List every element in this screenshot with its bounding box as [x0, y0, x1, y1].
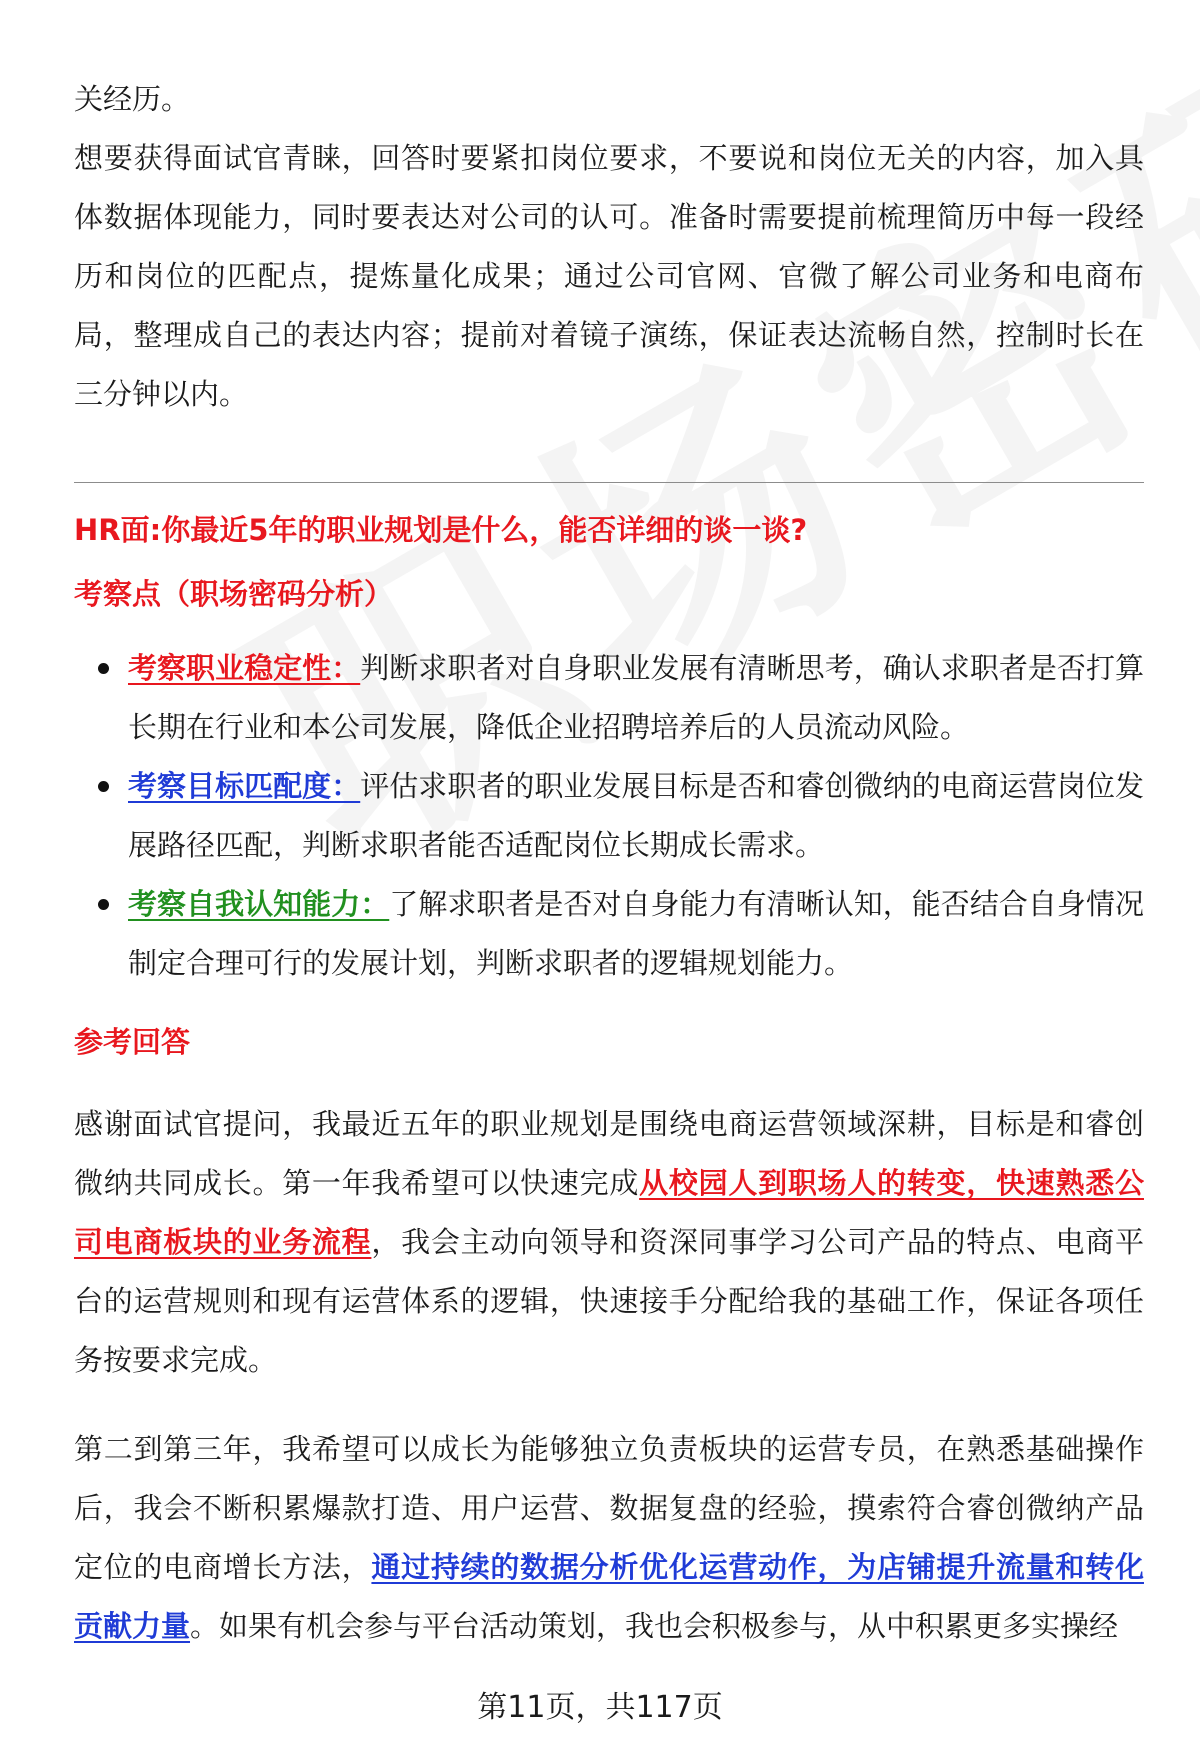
intro-line: 关经历。	[74, 82, 191, 116]
analysis-point	[74, 875, 1144, 993]
answer-highlight: 从校园人到职场人的转变，快速熟悉公司电商板块的业务流程	[74, 1166, 1144, 1259]
intro-paragraph: 想要获得面试官青睐，回答时要紧扣岗位要求，不要说和岗位无关的内容，加入具体数据体现能力，同时要表达对公司的认可。准备时需要提前梳理简历中每一段经历和岗位的匹配点，提炼量化成果；通过公司官网、官微了解公司业务和电商布局，整理成自己的表达内容；提前对着镜子演练，保证表达流畅自然，控制时长在三分钟以内。	[74, 141, 1144, 411]
point-keyword: 考察自我认知能力：	[128, 887, 390, 921]
answer-paragraph-2	[74, 1420, 1144, 1656]
point-text: 判断求职者对自身职业发展有清晰思考，确认求职者是否打算长期在行业和本公司发展，降低企业招聘培养后的人员流动风险。	[128, 651, 1144, 744]
analysis-title: 考察点（职场密码分析）	[74, 577, 394, 611]
reference-answer-title: 参考回答	[74, 1025, 191, 1059]
point-keyword: 考察职业稳定性：	[128, 651, 361, 685]
analysis-point	[74, 757, 1144, 875]
point-text: 了解求职者是否对自身能力有清晰认知，能否结合自身情况制定合理可行的发展计划，判断求职者的逻辑规划能力。	[128, 887, 1144, 980]
bullet-icon	[98, 663, 109, 674]
section-divider	[74, 482, 1144, 483]
answer-highlight: 通过持续的数据分析优化运营动作，为店铺提升流量和转化贡献力量	[74, 1550, 1144, 1643]
answer-text: ，我会主动向领导和资深同事学习公司产品的特点、电商平台的运营规则和现有运营体系的逻辑，快速接手分配给我的基础工作，保证各项任务按要求完成。	[74, 1225, 1144, 1377]
page-number: 第11页，共117页	[477, 1690, 723, 1725]
answer-text: 。如果有机会参与平台活动策划，我也会积极参与，从中积累更多实操经	[190, 1609, 1119, 1643]
analysis-point	[74, 639, 1144, 757]
page-content	[74, 70, 1144, 1656]
interview-question: HR面:你最近5年的职业规划是什么，能否详细的谈一谈?	[74, 513, 808, 547]
bullet-icon	[98, 781, 109, 792]
point-keyword: 考察目标匹配度：	[128, 769, 361, 803]
answer-text: 感谢面试官提问，我最近五年的职业规划是围绕电商运营领域深耕，目标是和睿创微纳共同成长。第一年我希望可以快速完成	[74, 1107, 1144, 1200]
answer-paragraph-1	[74, 1095, 1144, 1390]
bullet-icon	[98, 899, 109, 910]
answer-text: 第二到第三年，我希望可以成长为能够独立负责板块的运营专员，在熟悉基础操作后，我会不断积累爆款打造、用户运营、数据复盘的经验，摸索符合睿创微纳产品定位的电商增长方法，	[74, 1432, 1144, 1584]
point-text: 评估求职者的职业发展目标是否和睿创微纳的电商运营岗位发展路径匹配，判断求职者能否适配岗位长期成长需求。	[128, 769, 1144, 862]
analysis-points	[74, 639, 1144, 993]
